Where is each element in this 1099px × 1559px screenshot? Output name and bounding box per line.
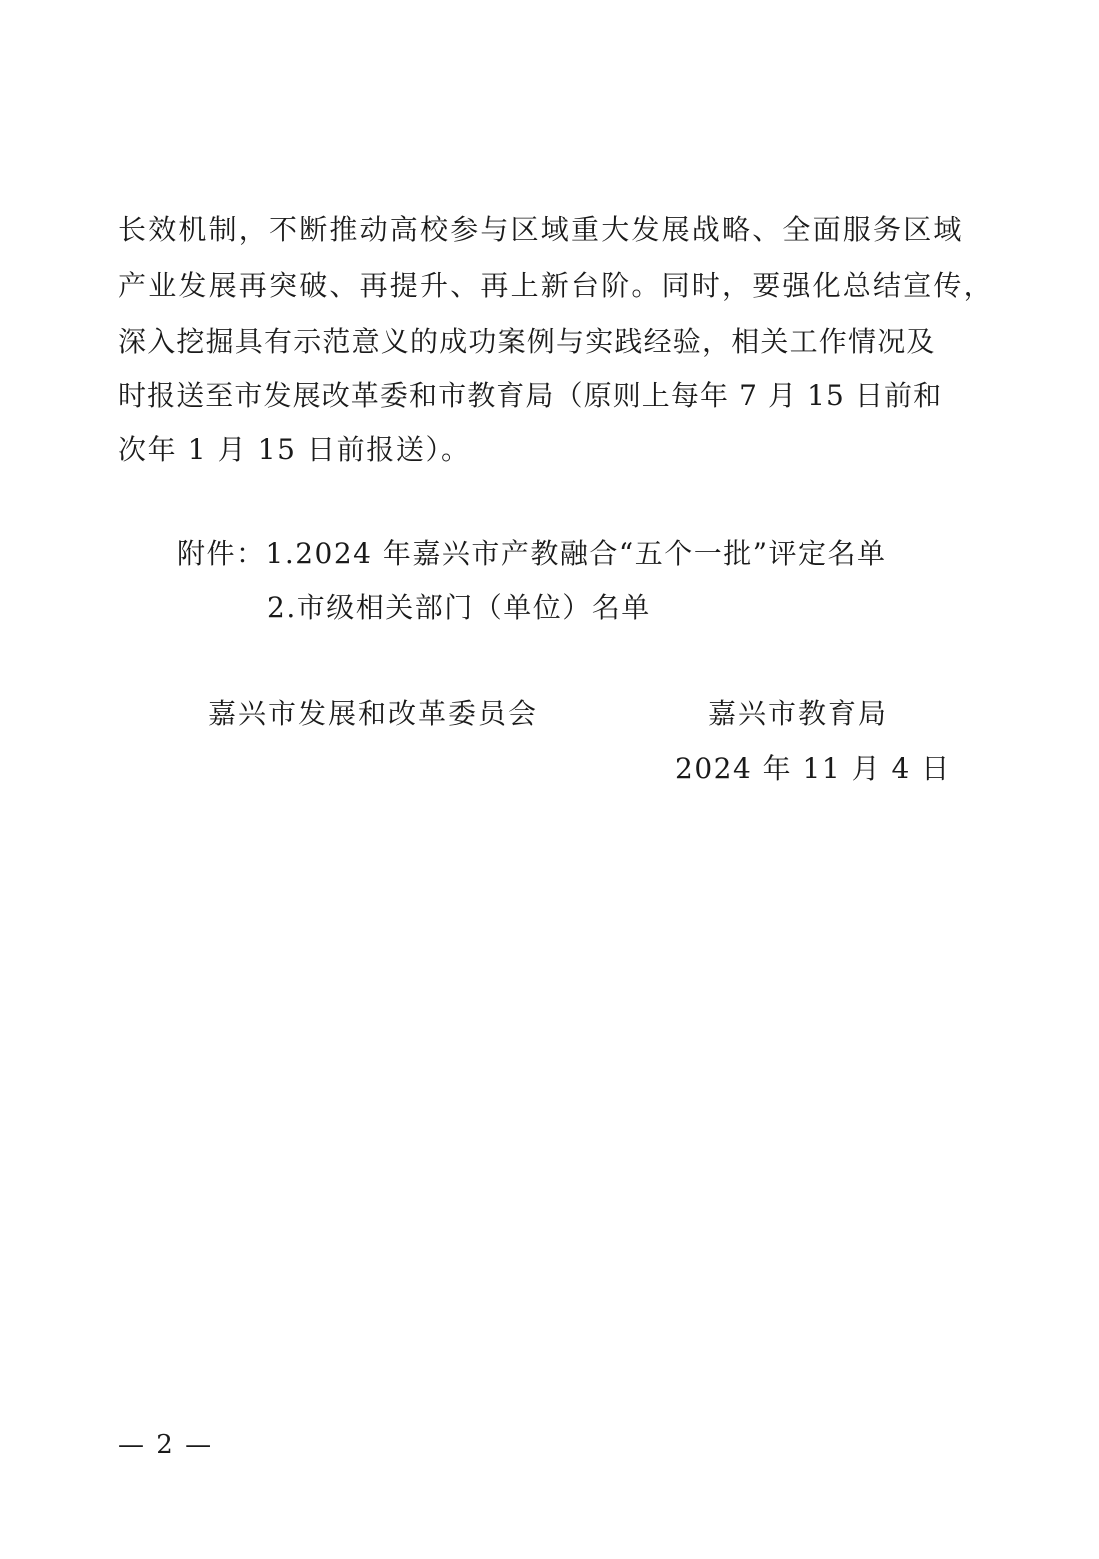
attachment-line-1: 附件：1.2024 年嘉兴市产教融合“五个一批”评定名单 xyxy=(177,537,887,570)
issue-date: 2024 年 11 月 4 日 xyxy=(675,752,951,785)
body-line-5: 次年 1 月 15 日前报送）。 xyxy=(118,433,471,466)
page-number: — 2 — xyxy=(118,1430,214,1460)
issuer-right: 嘉兴市教育局 xyxy=(708,697,889,730)
issuer-left: 嘉兴市发展和改革委员会 xyxy=(208,697,539,730)
body-line-4: 时报送至市发展改革委和市教育局（原则上每年 7 月 15 日前和 xyxy=(118,379,943,412)
body-line-3: 深入挖掘具有示范意义的成功案例与实践经验，相关工作情况及 xyxy=(118,325,936,358)
body-line-1: 长效机制，不断推动高校参与区域重大发展战略、全面服务区域 xyxy=(118,213,964,246)
attachment-line-2: 2.市级相关部门（单位）名单 xyxy=(267,591,651,624)
body-line-2: 产业发展再突破、再提升、再上新台阶。同时，要强化总结宣传， xyxy=(118,269,994,302)
